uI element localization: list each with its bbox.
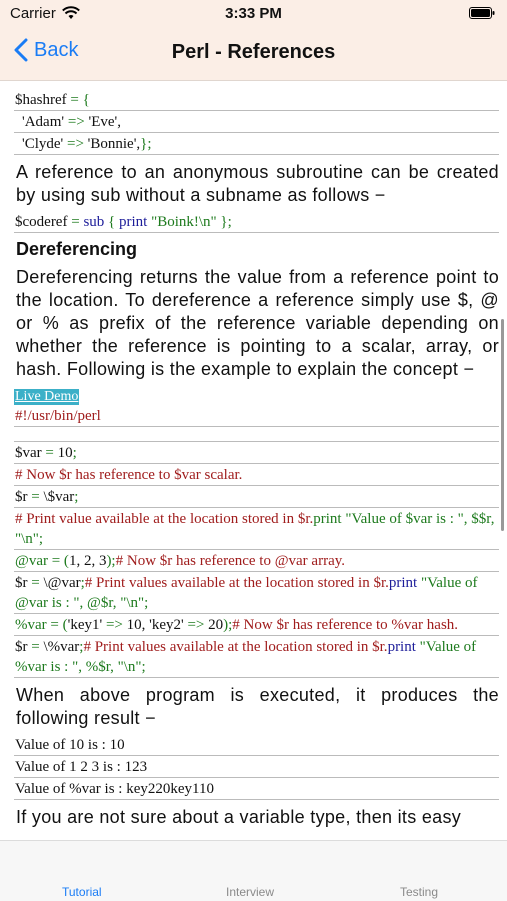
code-token: "Value of %var is : ", %$r, "\n"; — [15, 639, 477, 675]
dereferencing-paragraph: Dereferencing returns the value from a reference point to the location. To dereference a reference simply use $, @ or % as prefix of the reference variable depending on whether the reference is pointing to a scalar, array, or hash. Following is the example to explain the concept − — [16, 267, 499, 379]
code-token: 'Eve', — [88, 114, 121, 130]
code-token: $var — [15, 445, 42, 461]
code-token: $r — [15, 489, 28, 505]
code-token: 10, — [126, 617, 150, 633]
code-line — [14, 442, 499, 464]
code-token: "Value of @var is : ", @$r, "\n"; — [15, 575, 478, 611]
code-token: # Print values available at the location stored in $r. — [84, 575, 389, 591]
status-bar — [0, 0, 507, 28]
code-token: 'key2' — [149, 617, 184, 633]
code-token: 20 — [208, 617, 224, 633]
code-line — [14, 486, 499, 508]
back-label: Back — [34, 38, 79, 61]
code-token: => — [63, 136, 88, 152]
code-token: ; — [74, 489, 79, 505]
code-token: ; — [79, 639, 84, 655]
code-token: => — [64, 114, 89, 130]
code-token: 'key1' — [67, 617, 103, 633]
code-token: ; — [72, 445, 77, 461]
anonymous-subroutine-paragraph: A reference to an anonymous subroutine can be created by using sub without a subname as follows − — [16, 162, 499, 205]
code-token: = ( — [46, 617, 68, 633]
code-token: "Boink!\n" — [147, 214, 217, 230]
tab-bar — [0, 840, 507, 901]
code-line — [14, 508, 499, 550]
coderef-code-block — [14, 211, 499, 233]
code-line — [14, 550, 499, 572]
code-token: print "Value of $var is : ", $$r, "\n"; — [15, 511, 495, 547]
tab-interview[interactable]: Interview — [226, 885, 275, 899]
code-token: }; — [140, 136, 152, 152]
program-code-block — [14, 442, 499, 678]
code-token: \@var — [43, 575, 81, 591]
code-token: Value of %var is : key220key110 — [15, 781, 214, 797]
code-token: print — [387, 639, 416, 655]
code-line — [14, 572, 499, 614]
code-line — [14, 89, 499, 111]
code-token: => — [183, 617, 209, 633]
code-token: 1, 2, 3 — [68, 553, 107, 569]
result-paragraph: When above program is executed, it produces the following result − — [16, 685, 499, 728]
code-token: # Now $r has reference to @var array. — [115, 553, 346, 569]
code-token: $r — [15, 639, 28, 655]
code-token: ); — [223, 617, 233, 633]
code-token: $hashref — [15, 92, 67, 108]
status-time: 3:33 PM — [225, 5, 282, 22]
code-token: \%var — [43, 639, 80, 655]
code-token: $coderef — [15, 214, 68, 230]
code-token: # Print value available at the location stored in $r. — [15, 511, 314, 527]
code-token: 'Bonnie', — [87, 136, 141, 152]
code-token: %var — [15, 617, 47, 633]
code-blank-line — [14, 427, 499, 442]
output-line — [14, 756, 499, 778]
code-token: # Now $r has reference to $var scalar. — [15, 467, 243, 483]
code-line — [14, 464, 499, 486]
code-token: = { — [66, 92, 90, 108]
output-line — [14, 778, 499, 800]
code-token: }; — [216, 214, 232, 230]
code-token: print — [388, 575, 418, 591]
code-token: = — [27, 639, 44, 655]
code-token: sub — [83, 214, 105, 230]
hashref-code-block — [14, 89, 499, 155]
scrollbar[interactable] — [501, 319, 504, 531]
tab-testing[interactable]: Testing — [400, 885, 439, 899]
output-code-block — [14, 734, 499, 800]
code-line — [14, 111, 499, 133]
navigation-bar — [0, 28, 507, 81]
carrier-label: Carrier — [10, 5, 56, 22]
code-token: 'Clyde' — [22, 136, 64, 152]
code-line — [14, 133, 499, 155]
code-token: @var — [15, 553, 48, 569]
code-line — [14, 211, 499, 233]
code-token: 10 — [57, 445, 73, 461]
code-line — [14, 636, 499, 678]
code-token: # Print values available at the location stored in $r. — [83, 639, 388, 655]
code-token: = — [41, 445, 58, 461]
code-token: \$var — [43, 489, 75, 505]
code-token: print — [118, 214, 148, 230]
code-token: ; — [80, 575, 85, 591]
code-token: 'Adam' — [22, 114, 65, 130]
article-content[interactable] — [0, 81, 507, 841]
dereferencing-heading: Dereferencing — [16, 239, 138, 259]
page-title: Perl - References — [171, 41, 336, 63]
code-token: Value of 1 2 3 is : 123 — [15, 759, 148, 775]
shebang-line: #!/usr/bin/perl — [14, 405, 499, 427]
code-token: = — [27, 489, 44, 505]
code-token: $r — [15, 575, 28, 591]
code-token: = — [67, 214, 84, 230]
code-token: = ( — [47, 553, 69, 569]
variable-type-paragraph: If you are not sure about a variable type, then its easy — [16, 807, 462, 827]
code-token: Value of 10 is : 10 — [15, 737, 125, 753]
live-demo-link[interactable]: Live Demo — [15, 389, 79, 404]
tab-tutorial[interactable]: Tutorial — [62, 885, 102, 899]
battery-icon — [469, 7, 495, 19]
code-token: # Now $r has reference to %var hash. — [232, 617, 459, 633]
code-token: { — [104, 214, 119, 230]
code-token: ); — [106, 553, 116, 569]
code-line — [14, 614, 499, 636]
code-token: => — [102, 617, 127, 633]
code-token: = — [27, 575, 44, 591]
output-line — [14, 734, 499, 756]
